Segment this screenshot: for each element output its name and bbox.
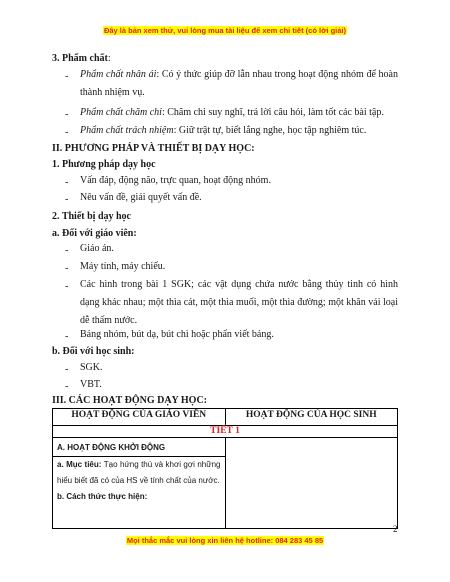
bullet-dash: - (65, 263, 69, 274)
teacher-item: Bảng nhóm, bút dạ, bút chì hoặc phấn viết bảng. (80, 329, 274, 340)
section-heading-qualities: 3. Phẩm chất: (52, 53, 111, 64)
student-item: SGK. (80, 362, 103, 373)
teacher-item: Các hình trong bài 1 SGK; các vật dụng chứa nước bằng thủy tinh có hình dạng khác nhau; một thìa cát, một thìa muối, một thìa đường; một khăn vải loại dễ thấm nước. (80, 279, 398, 326)
preview-banner: Đây là bản xem thử, vui lòng mua tài liệu để xem chi tiết (có lời giải) (103, 26, 347, 35)
hotline-banner: Mọi thắc mắc vui lòng xin liên hệ hotline: 084 283 45 85 (126, 536, 324, 545)
column-header-teacher: HOẠT ĐỘNG CỦA GIÁO VIÊN (53, 409, 226, 426)
bullet-dash: - (65, 177, 69, 188)
subheading-methods: 1. Phương pháp dạy học (52, 159, 156, 170)
bullet-dash: - (65, 194, 69, 205)
student-activity-cell (225, 438, 398, 529)
subheading-teacher: a. Đối với giáo viên: (52, 228, 137, 239)
subheading-equipment: 2. Thiết bị dạy học (52, 211, 131, 222)
quality-item-1: Phẩm chất nhân ái: Có ý thức giúp đỡ lẫn nhau trong hoạt động nhóm để hoàn thành nhiệm vụ. (80, 69, 398, 98)
method-item: Vấn đáp, động não, trực quan, hoạt động nhóm. (80, 175, 271, 186)
teacher-activity-cell (53, 438, 226, 529)
subheading-student: b. Đối với học sinh: (52, 346, 135, 357)
column-header-student: HOẠT ĐỘNG CỦA HỌC SINH (225, 409, 398, 426)
activity-goal: a. Mục tiêu: Tạo hứng thú và khơi gợi những hiểu biết đã có của HS về tính chất của nước. (57, 460, 221, 485)
bullet-dash: - (65, 109, 69, 120)
bullet-dash: - (65, 331, 69, 342)
teacher-item: Giáo án. (80, 243, 114, 254)
page-number: 2 (393, 524, 398, 534)
teacher-item: Máy tính, máy chiếu. (80, 261, 166, 272)
method-item: Nêu vấn đề, giải quyết vấn đề. (80, 192, 202, 203)
quality-item-3: Phẩm chất trách nhiệm: Giữ trật tự, biết lắng nghe, học tập nghiêm túc. (80, 125, 367, 136)
bullet-dash: - (65, 364, 69, 375)
section-heading-methods-equipment: II. PHƯƠNG PHÁP VÀ THIẾT BỊ DẠY HỌC: (52, 143, 255, 154)
bullet-dash: - (65, 245, 69, 256)
quality-item-2: Phẩm chất chăm chỉ: Chăm chỉ suy nghĩ, trả lời câu hỏi, làm tốt các bài tập. (80, 107, 384, 118)
activity-title: A. HOẠT ĐỘNG KHỞI ĐỘNG (53, 440, 225, 457)
student-item: VBT. (80, 379, 102, 390)
lesson-period-label: TIẾT 1 (53, 426, 398, 438)
bullet-dash: - (65, 281, 69, 292)
bullet-dash: - (65, 381, 69, 392)
bullet-dash: - (65, 127, 69, 138)
activity-method-label: b. Cách thức thực hiện: (57, 492, 148, 501)
section-heading-activities: III. CÁC HOẠT ĐỘNG DẠY HỌC: (52, 395, 208, 406)
activities-table (52, 408, 398, 529)
bullet-dash: - (65, 71, 69, 82)
